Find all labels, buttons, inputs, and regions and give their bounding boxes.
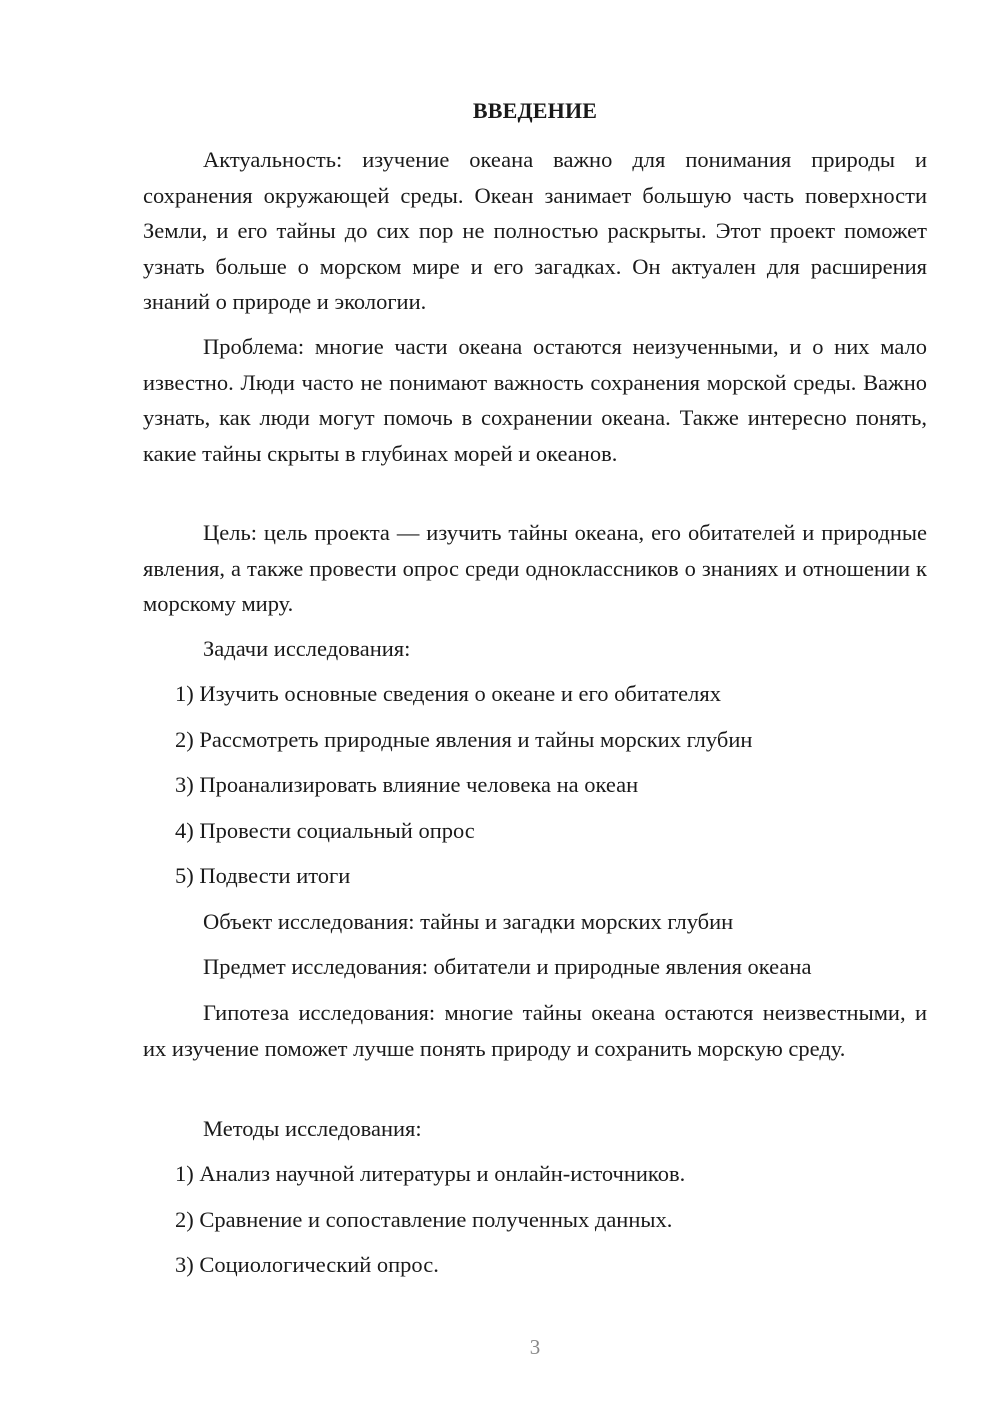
research-object: Объект исследования: тайны и загадки морских глубин (203, 909, 734, 934)
page-number: 3 (529, 1335, 541, 1359)
document-page (143, 0, 927, 1414)
problem-paragraph: Проблема: многие части океана остаются неизученными, и о них мало известно. Люди часто не понимают важность сохранения морской среды. Важно узнать, как люди могут помочь в сохранении океана. Также интересно понять, какие тайны скрыты в глубинах морей и океанов. (143, 334, 927, 466)
task-item: 4) Провести социальный опрос (175, 818, 475, 843)
research-subject: Предмет исследования: обитатели и природные явления океана (203, 954, 812, 979)
method-item: 2) Сравнение и сопоставление полученных данных. (175, 1207, 673, 1232)
relevance-paragraph: Актуальность: изучение океана важно для понимания природы и сохранения окружающей среды. Океан занимает большую часть поверхности Земли, и его тайны до сих пор не полностью раскрыты. Этот проект поможет узнать больше о морском мире и его загадках. Он актуален для расширения знаний о природе и экологии. (143, 147, 927, 314)
task-item: 3) Проанализировать влияние человека на океан (175, 772, 639, 797)
goal-paragraph: Цель: цель проекта — изучить тайны океана, его обитателей и природные явления, а также провести опрос среди одноклассников о знаниях и отношении к морскому миру. (143, 520, 927, 616)
methods-title: Методы исследования: (203, 1116, 422, 1141)
method-item: 3) Социологический опрос. (175, 1252, 439, 1277)
tasks-title: Задачи исследования: (203, 636, 411, 661)
hypothesis-paragraph: Гипотеза исследования: многие тайны океана остаются неизвестными, и их изучение поможет лучше понять природу и сохранить морскую среду. (143, 1000, 927, 1061)
task-item: 5) Подвести итоги (175, 863, 351, 888)
task-item: 2) Рассмотреть природные явления и тайны морских глубин (175, 727, 753, 752)
page-title: ВВЕДЕНИЕ (472, 98, 598, 123)
method-item: 1) Анализ научной литературы и онлайн-источников. (175, 1161, 686, 1186)
task-item: 1) Изучить основные сведения о океане и его обитателях (175, 681, 721, 706)
